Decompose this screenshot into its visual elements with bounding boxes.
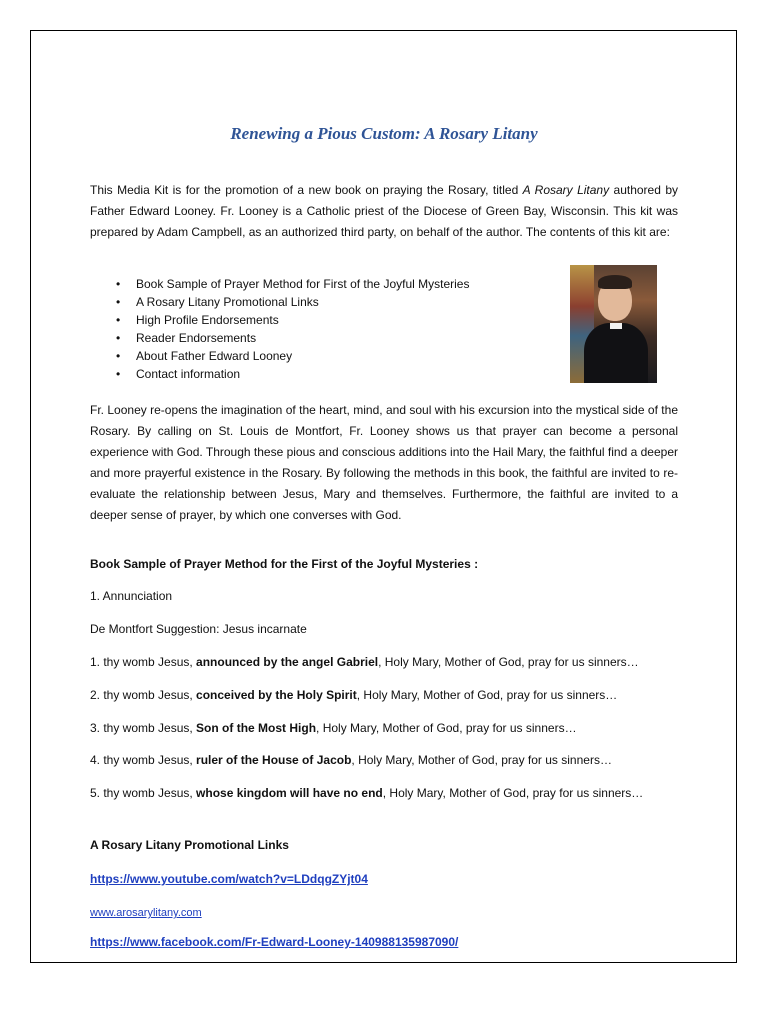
intro-paragraph: [90, 180, 678, 243]
description-paragraph: Fr. Looney re-opens the imagination of the heart, mind, and soul with his excursion into the mystical side of the Rosary. By calling on St. Louis de Montfort, Fr. Looney shows us that prayer can become a personal experience with God. Through these pious and conscious additions into the Hail Mary, the faithful find a deeper and more prayerful existence in the Rosary. By following the methods in this book, the faithful are invited to re-evaluate the relationship between Jesus, Mary and themselves. Furthermore, the faithful are invited to a deeper sense of prayer, by which one converses with God.: [90, 403, 678, 522]
intro-text-2: authored by Father Edward Looney. Fr. Looney is a Catholic priest of the Diocese of Green Bay, Wisconsin. This kit was prepared by Adam Campbell, as an authorized third party, on behalf of the author. The contents of this kit are:: [90, 183, 678, 239]
prayer-rest: , Holy Mary, Mother of God, pray for us sinners…: [351, 753, 612, 767]
list-item-label: High Profile Endorsements: [136, 313, 279, 327]
prayer-emphasis: announced by the angel Gabriel: [196, 655, 379, 669]
prayer-number: 2. thy womb Jesus,: [90, 688, 197, 702]
prayer-number: 5. thy womb Jesus,: [90, 786, 197, 800]
bullet-icon: •: [116, 295, 121, 309]
clerical-collar: [610, 323, 622, 329]
prayer-emphasis: conceived by the Holy Spirit: [196, 688, 357, 702]
bullet-icon: •: [116, 367, 121, 381]
list-item-label: Book Sample of Prayer Method for First of the Joyful Mysteries: [136, 277, 470, 291]
prayer-emphasis: ruler of the House of Jacob: [196, 753, 352, 767]
prayer-line: [90, 786, 678, 800]
prayer-line: [90, 688, 678, 702]
youtube-link[interactable]: https://www.youtube.com/watch?v=LDdqgZYjt04: [90, 872, 368, 886]
suggestion-line: De Montfort Suggestion: Jesus incarnate: [90, 622, 307, 636]
prayer-line: [90, 655, 678, 669]
prayer-number: 3. thy womb Jesus,: [90, 721, 197, 735]
prayer-rest: , Holy Mary, Mother of God, pray for us sinners…: [316, 721, 577, 735]
contents-list: [90, 275, 490, 383]
prayer-line: [90, 721, 678, 735]
list-item: [90, 293, 490, 311]
mystery-label: 1. Annunciation: [90, 589, 173, 603]
list-item: [90, 365, 490, 383]
facebook-link-line: [90, 935, 678, 949]
prayer-line: [90, 753, 678, 767]
website-link[interactable]: www.arosarylitany.com: [90, 907, 202, 919]
portrait-hair: [598, 275, 632, 289]
bullet-icon: •: [116, 349, 121, 363]
prayer-rest: , Holy Mary, Mother of God, pray for us sinners…: [356, 688, 618, 702]
list-item: [90, 275, 490, 293]
sample-heading: Book Sample of Prayer Method for the First of the Joyful Mysteries :: [90, 557, 479, 571]
intro-book-title: A Rosary Litany: [522, 183, 610, 197]
prayer-emphasis: Son of the Most High: [196, 721, 317, 735]
website-link-line: [90, 905, 678, 919]
bullet-icon: •: [116, 277, 121, 291]
document-title: Renewing a Pious Custom: A Rosary Litany: [230, 124, 538, 143]
list-item: [90, 347, 490, 365]
list-item-label: Contact information: [136, 367, 241, 381]
youtube-link-line: [90, 872, 678, 886]
list-item-label: About Father Edward Looney: [136, 349, 293, 363]
prayer-rest: , Holy Mary, Mother of God, pray for us sinners…: [382, 786, 644, 800]
list-item: [90, 329, 490, 347]
links-heading: A Rosary Litany Promotional Links: [90, 838, 289, 852]
list-item: [90, 311, 490, 329]
prayer-number: 1. thy womb Jesus,: [90, 655, 197, 669]
prayer-emphasis: whose kingdom will have no end: [196, 786, 383, 800]
facebook-link[interactable]: https://www.facebook.com/Fr-Edward-Looney-140988135987090/: [90, 935, 459, 949]
bullet-icon: •: [116, 331, 121, 345]
bullet-icon: •: [116, 313, 121, 327]
prayer-rest: , Holy Mary, Mother of God, pray for us sinners…: [378, 655, 639, 669]
list-item-label: Reader Endorsements: [136, 331, 257, 345]
portrait-body: [584, 323, 648, 383]
list-item-label: A Rosary Litany Promotional Links: [136, 295, 319, 309]
intro-text-1: This Media Kit is for the promotion of a new book on praying the Rosary, titled: [90, 183, 523, 197]
prayer-number: 4. thy womb Jesus,: [90, 753, 197, 767]
author-portrait: [570, 265, 657, 383]
